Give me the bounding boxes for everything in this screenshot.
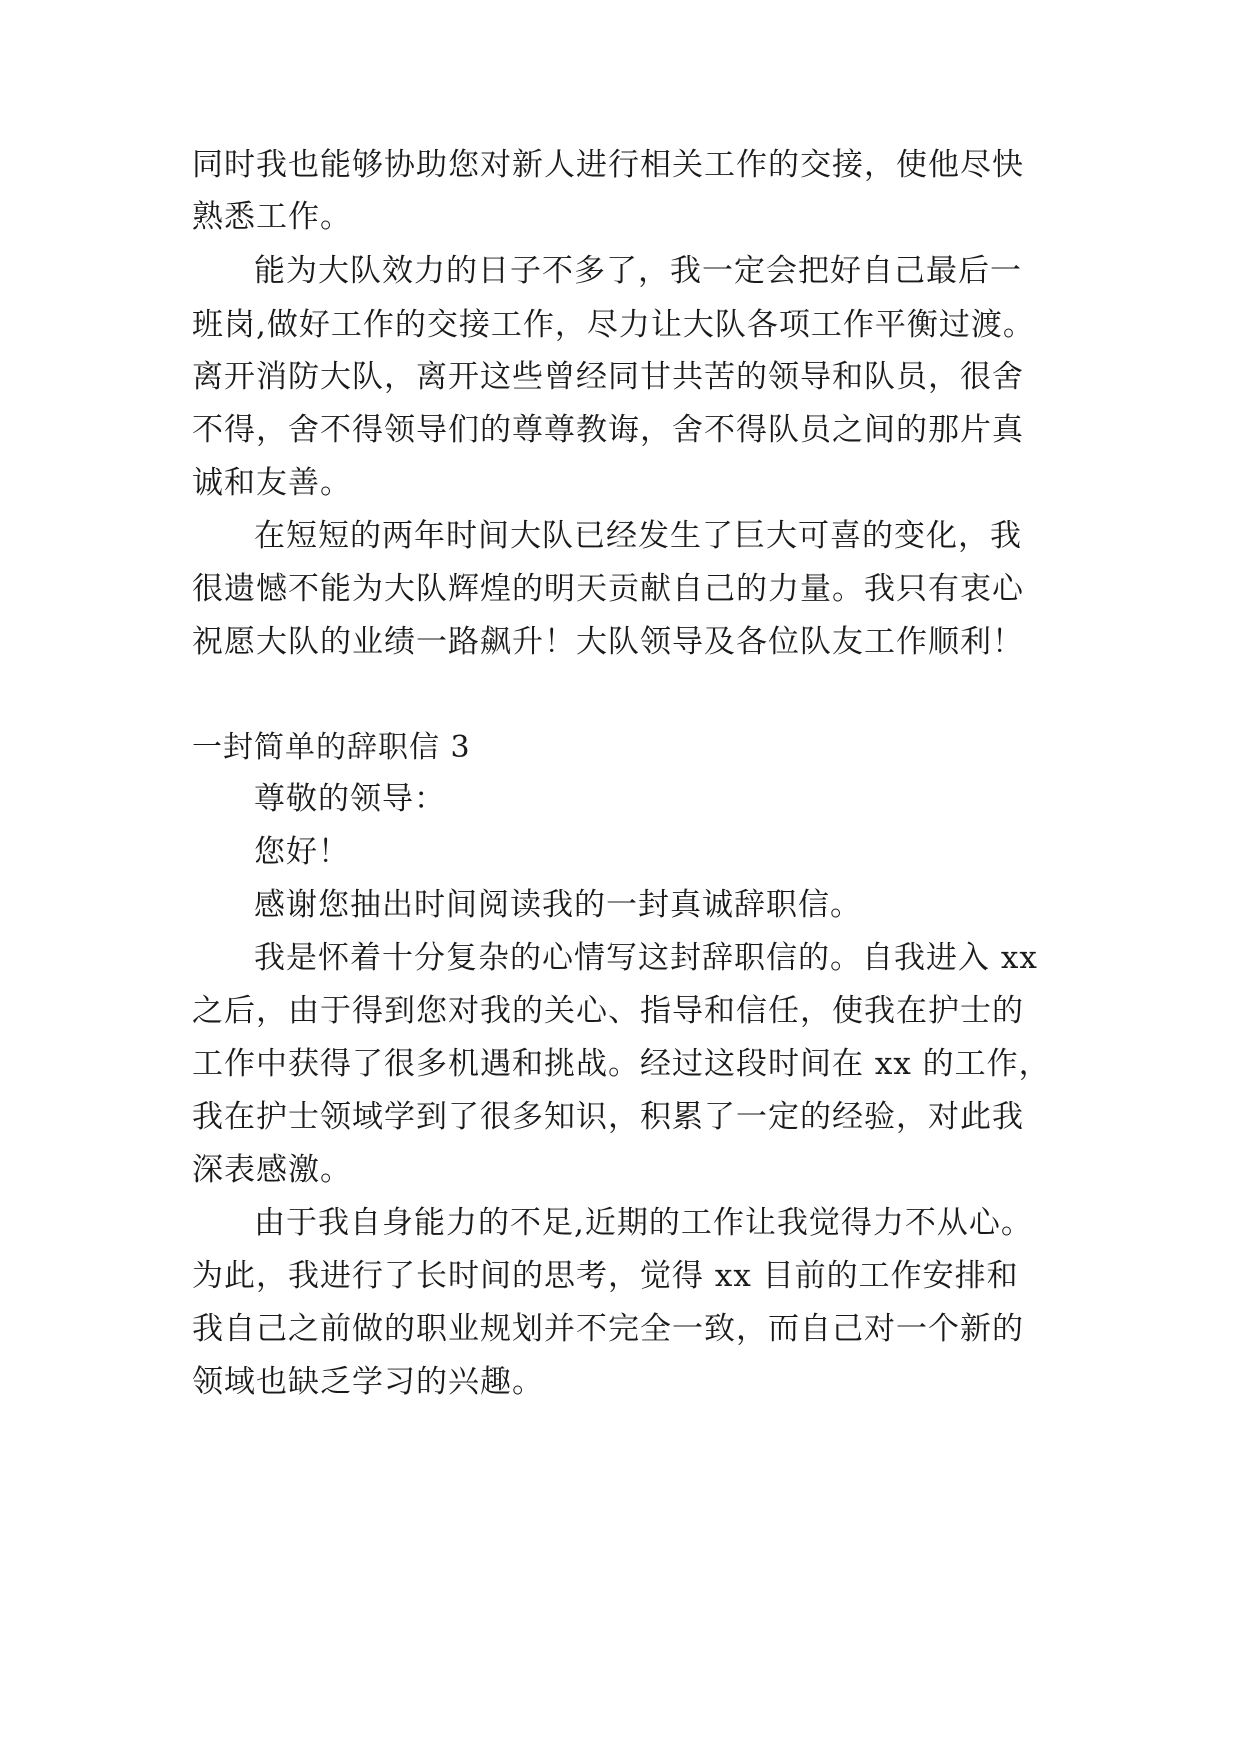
salutation: 尊敬的领导： [254,781,446,817]
paragraph-line: 在短短的两年时间大队已经发生了巨大可喜的变化，我 [254,518,1022,554]
paragraph-line: 深表感激。 [192,1152,352,1188]
section-title: 一封简单的辞职信 3 [192,730,471,765]
paragraph-line: 诚和友善。 [192,465,352,501]
paragraph-line: 同时我也能够协助您对新人进行相关工作的交接，使他尽快 [192,147,1024,183]
paragraph-line: 由于我自身能力的不足,近期的工作让我觉得力不从心。 [254,1205,1033,1241]
paragraph-line: 工作中获得了很多机遇和挑战。经过这段时间在 xx 的工作， [192,1046,1051,1082]
paragraph-line: 离开消防大队，离开这些曾经同甘共苦的领导和队员，很舍 [192,359,1024,395]
paragraph-line: 领域也缺乏学习的兴趣。 [192,1364,544,1400]
paragraph-line: 我在护士领域学到了很多知识，积累了一定的经验，对此我 [192,1099,1024,1135]
paragraph-line: 我是怀着十分复杂的心情写这封辞职信的。自我进入 xx [254,940,1038,976]
paragraph-line: 很遗憾不能为大队辉煌的明天贡献自己的力量。我只有衷心 [192,571,1024,607]
paragraph-line: 感谢您抽出时间阅读我的一封真诚辞职信。 [254,887,862,923]
paragraph-line: 不得，舍不得领导们的尊尊教诲，舍不得队员之间的那片真 [192,412,1024,448]
paragraph-line: 为此，我进行了长时间的思考，觉得 xx 目前的工作安排和 [192,1258,1019,1294]
greeting: 您好！ [254,834,350,870]
paragraph-line: 班岗,做好工作的交接工作，尽力让大队各项工作平衡过渡。 [192,307,1035,343]
paragraph-line: 我自己之前做的职业规划并不完全一致，而自己对一个新的 [192,1311,1024,1347]
paragraph-line: 祝愿大队的业绩一路飙升！大队领导及各位队友工作顺利！ [192,624,1024,660]
paragraph-line: 之后，由于得到您对我的关心、指导和信任，使我在护士的 [192,993,1024,1029]
paragraph-line: 能为大队效力的日子不多了，我一定会把好自己最后一 [254,253,1022,289]
paragraph-line: 熟悉工作。 [192,199,352,235]
